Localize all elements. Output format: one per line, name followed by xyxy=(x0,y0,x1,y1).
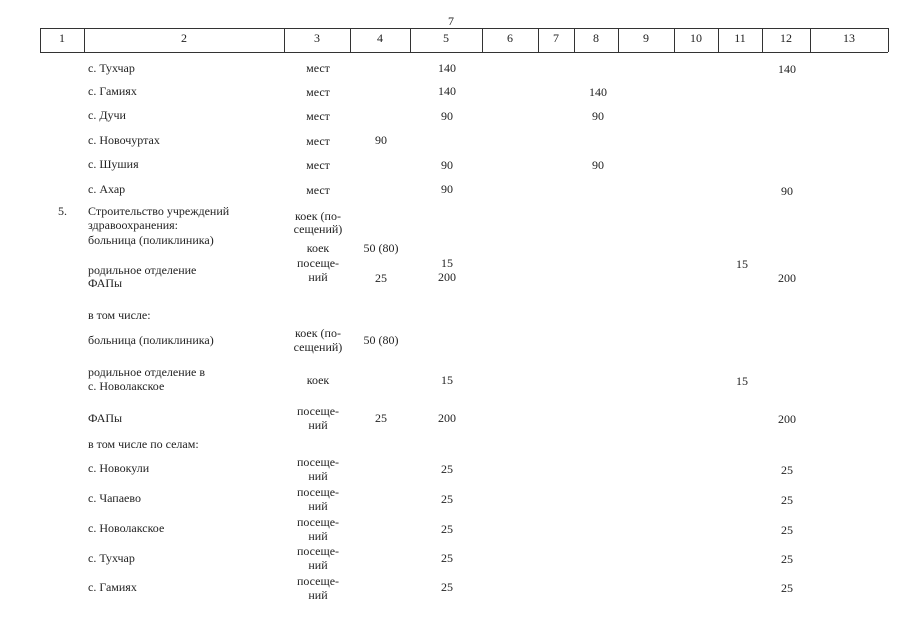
row-col5: 140 xyxy=(438,84,456,98)
village-col12: 25 xyxy=(781,581,793,595)
row-name: с. Ахар xyxy=(88,182,126,196)
village-unit: посеще- xyxy=(296,485,340,499)
row-name: с. Новочуртах xyxy=(88,133,160,147)
section-title-line: Строительство учреждений xyxy=(88,204,230,218)
row-col5: 90 xyxy=(441,109,453,123)
section-unit-line: сещений) xyxy=(293,222,343,236)
including-maternity-unit: коек xyxy=(306,373,330,387)
including-hospital-col4: 50 (80) xyxy=(363,333,399,347)
row-unit: мест xyxy=(306,134,330,148)
row-col5: 90 xyxy=(441,158,453,172)
header-col-4: 4 xyxy=(377,31,383,45)
village-col5: 25 xyxy=(441,522,453,536)
village-unit: ний xyxy=(308,469,328,483)
row-col5: 90 xyxy=(441,182,453,196)
village-name: с. Новокули xyxy=(88,461,150,475)
header-col-10: 10 xyxy=(690,31,702,45)
section-col4: 50 (80) xyxy=(363,241,399,255)
row-unit: мест xyxy=(306,85,330,99)
header-col-5: 5 xyxy=(443,31,449,45)
village-col12: 25 xyxy=(781,523,793,537)
row-col5: 140 xyxy=(438,61,456,75)
villages-label: в том числе по селам: xyxy=(88,437,199,451)
section-number: 5. xyxy=(58,204,67,218)
village-col5: 25 xyxy=(441,580,453,594)
header-col-3: 3 xyxy=(314,31,320,45)
village-name: с. Новолакское xyxy=(88,521,165,535)
village-unit: ний xyxy=(308,499,328,513)
including-faps-unit: посеще- xyxy=(296,404,340,418)
row-name: с. Дучи xyxy=(88,108,126,122)
including-faps-col4: 25 xyxy=(375,411,387,425)
row-col8: 90 xyxy=(592,109,604,123)
including-maternity: родильное отделение в xyxy=(88,365,206,379)
row-col12: 90 xyxy=(781,184,793,198)
village-unit: ний xyxy=(308,558,328,572)
including-label: в том числе: xyxy=(88,308,151,322)
village-col12: 25 xyxy=(781,552,793,566)
village-col5: 25 xyxy=(441,462,453,476)
row-col8: 90 xyxy=(592,158,604,172)
section-title-line: больница (поликлиника) xyxy=(88,233,214,247)
including-maternity-col5: 15 xyxy=(441,373,453,387)
including-faps: ФАПы xyxy=(88,411,123,425)
village-unit: посеще- xyxy=(296,544,340,558)
section-unit-line: посеще- xyxy=(296,256,340,270)
village-unit: посеще- xyxy=(296,574,340,588)
section-col5: 200 xyxy=(438,270,456,284)
row-col8: 140 xyxy=(589,85,607,99)
including-maternity-col11: 15 xyxy=(736,374,748,388)
village-name: с. Гамиях xyxy=(88,580,137,594)
row-col4: 90 xyxy=(375,133,387,147)
section-col12: 200 xyxy=(778,271,796,285)
section-unit-line: ний xyxy=(308,270,328,284)
header-col-1: 1 xyxy=(59,31,65,45)
header-col-6: 6 xyxy=(507,31,513,45)
section-unit-line: коек xyxy=(306,241,330,255)
village-name: с. Тухчар xyxy=(88,551,135,565)
section-unit-line: коек (по- xyxy=(295,209,341,223)
village-name: с. Чапаево xyxy=(88,491,141,505)
section-item: ФАПы xyxy=(88,276,123,290)
including-hospital-unit: сещений) xyxy=(293,340,343,354)
row-unit: мест xyxy=(306,158,330,172)
including-hospital-unit: коек (по- xyxy=(295,326,341,340)
village-unit: посеще- xyxy=(296,515,340,529)
including-hospital: больница (поликлиника) xyxy=(88,333,214,347)
header-top-rule xyxy=(40,28,888,29)
including-faps-col5: 200 xyxy=(438,411,456,425)
row-unit: мест xyxy=(306,109,330,123)
village-unit: ний xyxy=(308,529,328,543)
village-col5: 25 xyxy=(441,492,453,506)
section-title-line: здравоохранения: xyxy=(88,218,179,232)
header-col-2: 2 xyxy=(181,31,187,45)
header-col-11: 11 xyxy=(734,31,746,45)
including-faps-col12: 200 xyxy=(778,412,796,426)
row-unit: мест xyxy=(306,61,330,75)
section-item: родильное отделение xyxy=(88,263,197,277)
including-faps-unit: ний xyxy=(308,418,328,432)
header-col-7: 7 xyxy=(553,31,559,45)
row-unit: мест xyxy=(306,183,330,197)
section-col11: 15 xyxy=(736,257,748,271)
header-col-12: 12 xyxy=(780,31,792,45)
including-maternity: с. Новолакское xyxy=(88,379,165,393)
header-bottom-rule xyxy=(40,52,888,53)
village-col5: 25 xyxy=(441,551,453,565)
header-col-8: 8 xyxy=(593,31,599,45)
section-col5: 15 xyxy=(441,256,453,270)
village-col12: 25 xyxy=(781,493,793,507)
village-unit: посеще- xyxy=(296,455,340,469)
row-name: с. Шушия xyxy=(88,157,139,171)
row-col12: 140 xyxy=(778,62,796,76)
section-col4: 25 xyxy=(375,271,387,285)
header-col-13: 13 xyxy=(843,31,855,45)
village-unit: ний xyxy=(308,588,328,602)
village-col12: 25 xyxy=(781,463,793,477)
header-col-9: 9 xyxy=(643,31,649,45)
row-name: с. Тухчар xyxy=(88,61,135,75)
row-name: с. Гамиях xyxy=(88,84,137,98)
page-number: 7 xyxy=(448,14,454,28)
column-divider xyxy=(888,28,889,52)
